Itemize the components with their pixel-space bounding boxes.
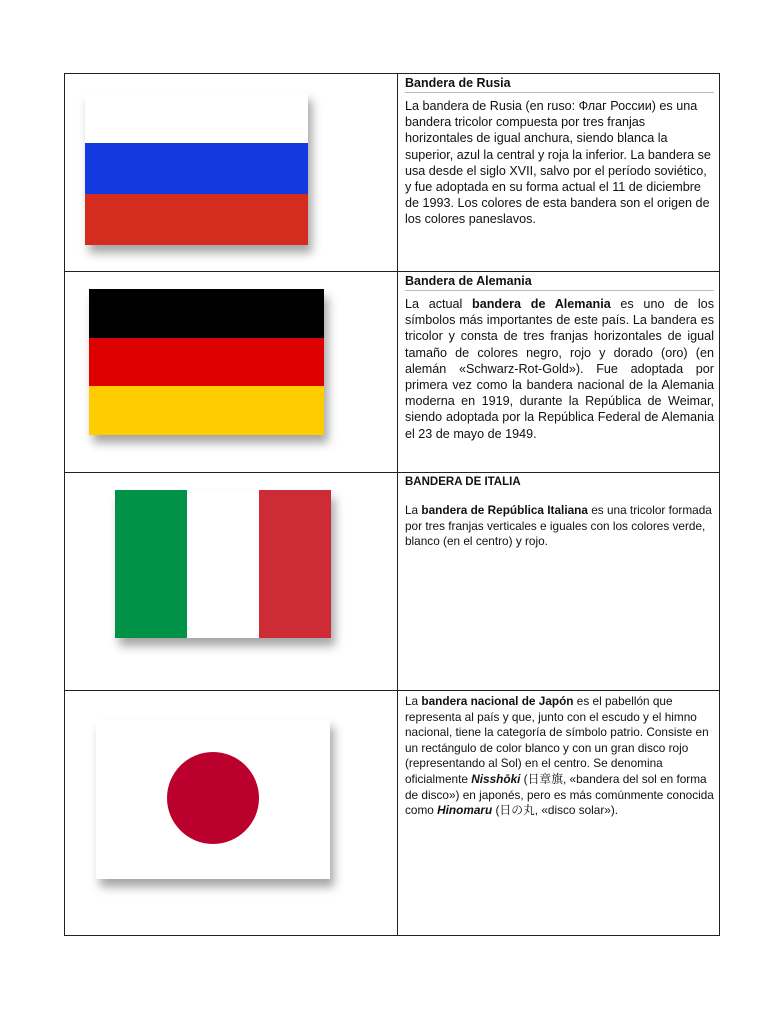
italy-description [405,503,714,550]
italy-text-2: es una tricolor formada por tres franjas verticales e iguales con los colores verde, blanco (en el centro) y rojo. [405,503,712,549]
russia-stripe-white [85,92,308,143]
italy-text-bold: bandera de República Italiana [421,503,588,517]
italy-stripe-red [259,490,331,638]
italy-title: BANDERA DE ITALIA [405,476,521,488]
japan-text-1: La [405,694,422,708]
japan-description [405,694,714,819]
table-row-germany [65,272,719,473]
italy-stripe-green [115,490,187,638]
image-cell-germany [65,272,398,472]
text-cell-japan [399,691,720,936]
japan-text-hinomaru: Hinomaru [437,803,493,818]
germany-title: Bandera de Alemania [405,274,714,291]
table-row-italy [65,473,719,691]
germany-text-2: es uno de los símbolos más importantes de este país. La bandera es tricolor y consta de tres franjas horizontales de igual tamaño de colores negro, rojo y dorado (oro) (en alemán «Schwarz-Rot-Gold»). Fue adoptada por primera vez como la bandera nacional de la Alemania moderna en 1919, durante la República de Weimar, siendo adoptada por la República Federal de Alemania el 23 de mayo de 1949. [405,297,714,441]
table-row-russia [65,74,719,272]
germany-stripe-black [89,289,324,338]
germany-text-bold: bandera de Alemania [472,297,611,311]
japan-text-2: es el pabellón que representa al país y que, junto con el escudo y el himno nacional, tiene la categoría de símbolo patrio. Consiste en un rectángulo de color blanco y con un gran disco rojo (representando al Sol) en el centro. Se denomina oficialmente [405,694,709,786]
germany-flag-image [89,289,324,435]
russia-description: La bandera de Rusia (en ruso: Флаг России) es una bandera tricolor compuesta por tres franjas horizontales de igual anchura, siendo blanca la superior, azul la central y roja la inferior. La bandera se usa desde el siglo XVII, salvo por el período soviético, y fue adoptada en su forma actual el 11 de diciembre de 1993. Los colores de esta bandera son el origen de los colores paneslavos. [405,99,711,227]
japan-text-nisshoki: Nisshōki [471,771,521,786]
germany-stripe-red [89,338,324,387]
germany-stripe-gold [89,386,324,435]
italy-stripe-white [187,490,259,638]
japan-red-disc [167,752,259,844]
text-cell-russia [399,74,720,271]
text-cell-germany [399,272,720,472]
japan-flag-image [96,719,330,879]
italy-text-1: La [405,503,422,517]
japan-text-3: (日章旗, «bandera del sol en forma de disco») en japonés, pero es más comúnmente conocida como [405,771,714,818]
germany-description [405,296,714,442]
image-cell-italy [65,473,398,690]
text-cell-italy [399,473,720,690]
italy-flag-image [115,490,331,638]
table-row-japan [65,691,719,936]
japan-text-4: (日の丸, «disco solar»). [492,803,619,818]
germany-text-1: La actual [405,297,473,311]
image-cell-russia [65,74,398,271]
flags-table [64,73,720,936]
russia-flag-image [85,92,308,245]
japan-text-bold: bandera nacional de Japón [421,694,574,708]
russia-stripe-red [85,194,308,245]
russia-title: Bandera de Rusia [405,76,714,93]
image-cell-japan [65,691,398,936]
russia-stripe-blue [85,143,308,194]
